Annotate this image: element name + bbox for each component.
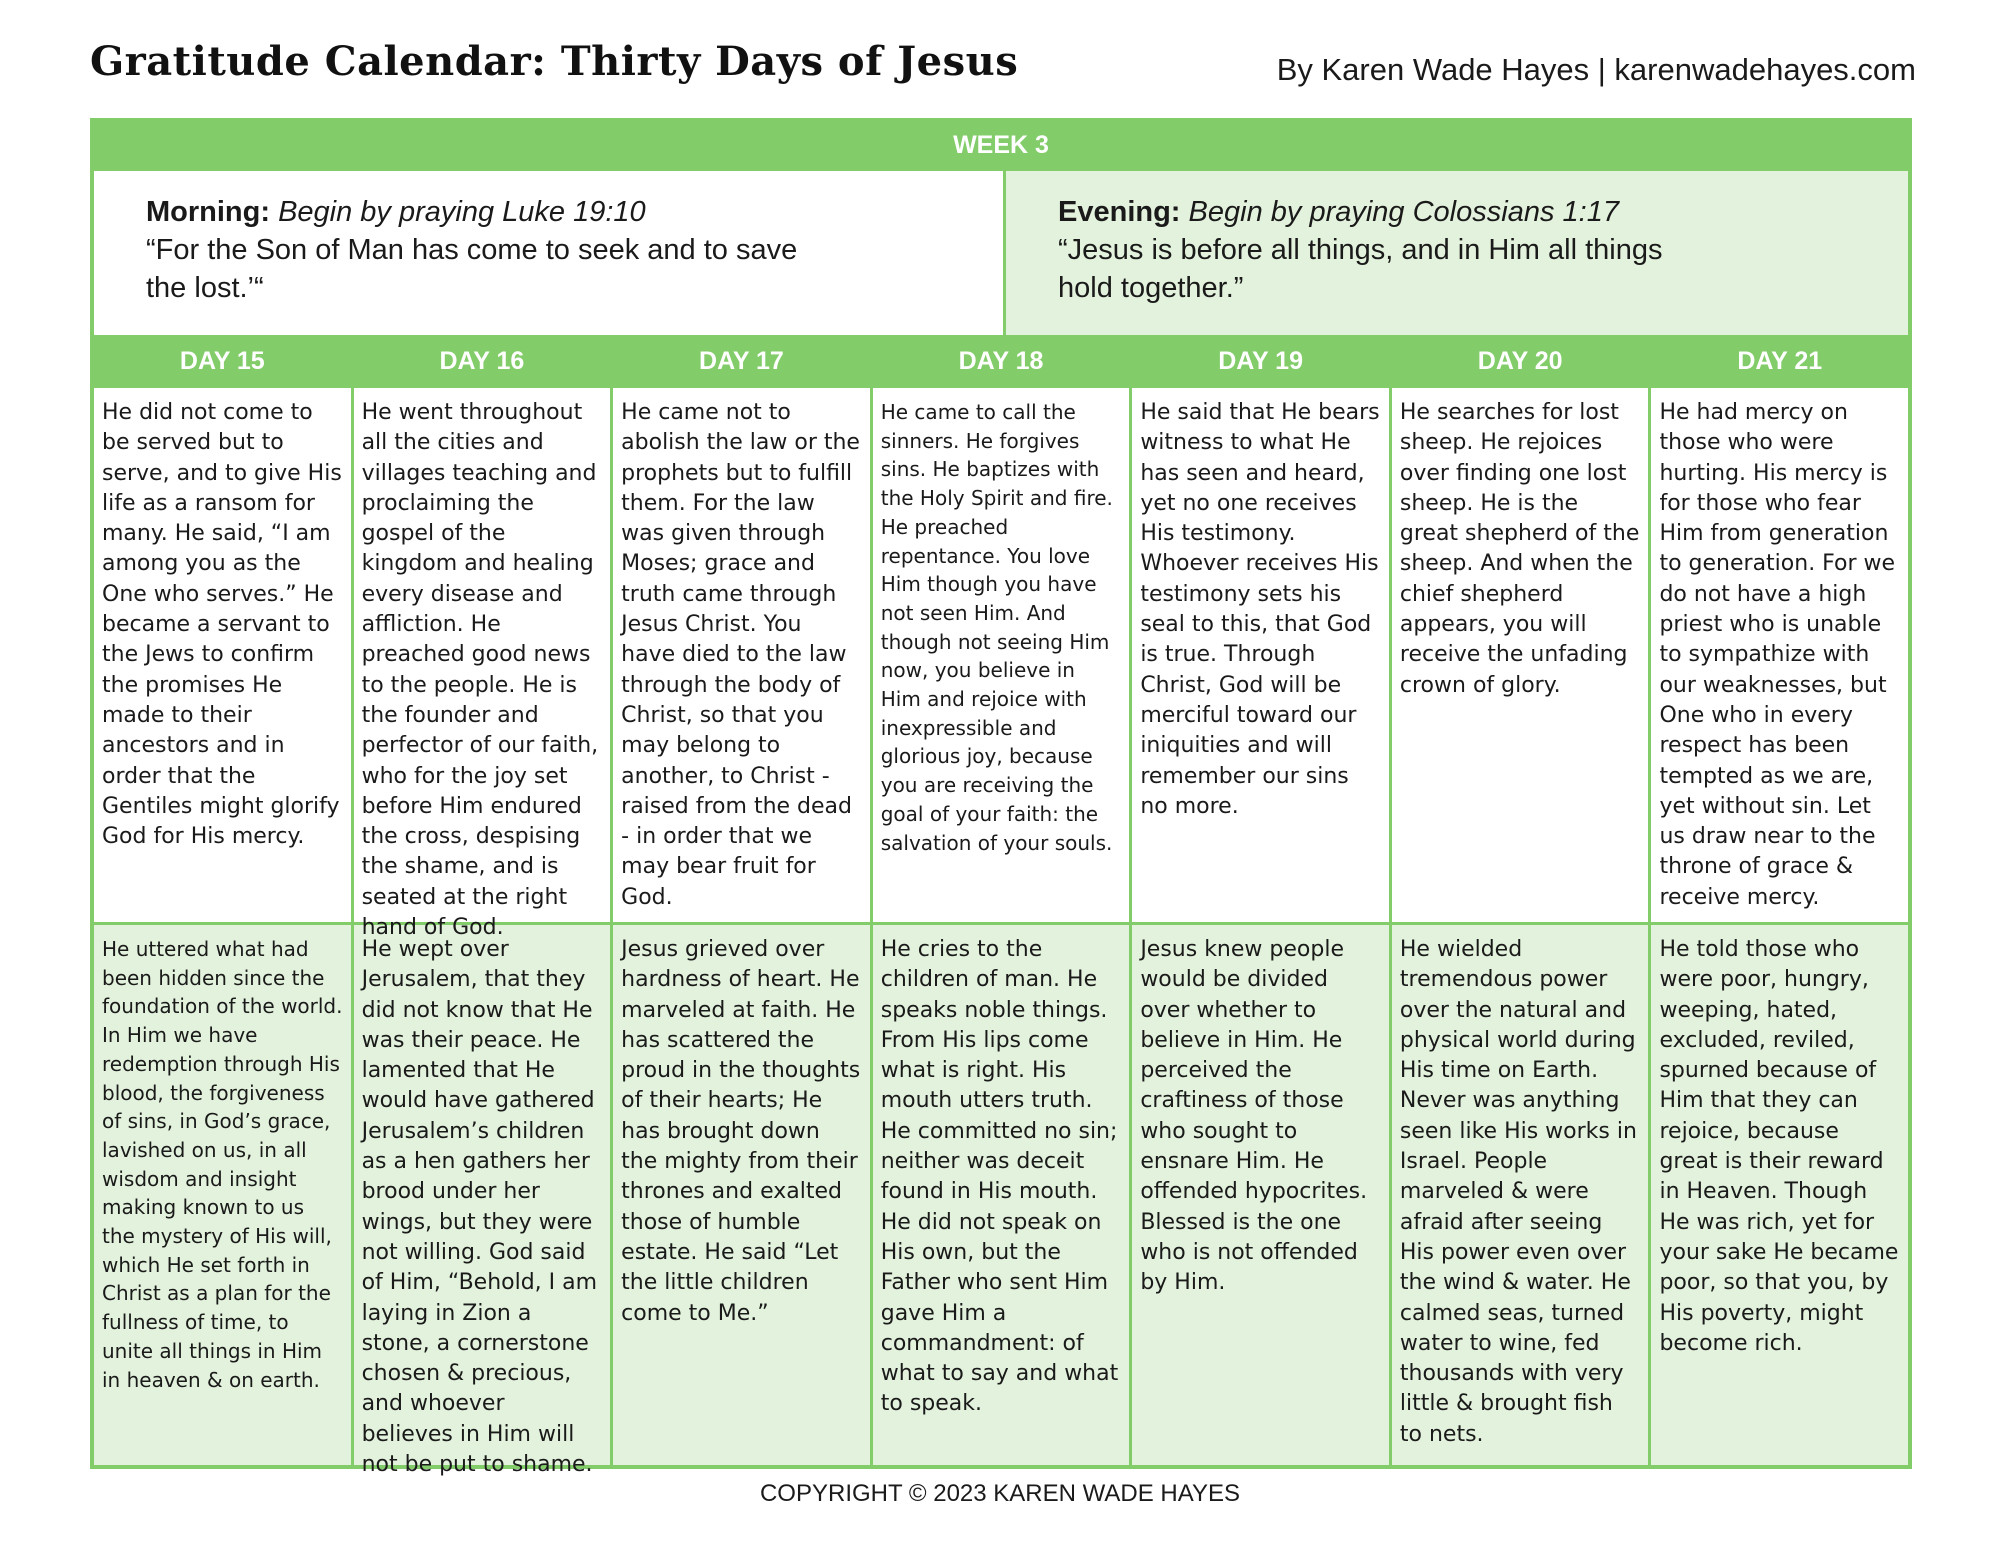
- evening-entries-row: [94, 922, 1908, 1478]
- evening-label: Evening:: [1058, 196, 1181, 228]
- day-19-morning-text: He said that He bears witness to what He has seen and heard, yet no one receives His testimony. Whoever receives His testimony sets his seal to this, that God is true. Through Christ, God will be merciful toward our iniquities and will remember our sins no more.: [1132, 388, 1392, 922]
- day-21-evening-text: He told those who were poor, hungry, weeping, hated, excluded, reviled, spurned because of Him that they can rejoice, because great is their reward in Heaven. Though He was rich, yet for your sake He became poor, so that you, by His poverty, might become rich.: [1659, 937, 1899, 1356]
- page-title: Gratitude Calendar: Thirty Days of Jesus: [90, 38, 1019, 85]
- day-20-evening-text: He wielded tremendous power over the natural and physical world during His time on Earth. Never was anything seen like His works in Israel. People marveled & were afraid after seeing His power even over the wind & water. He calmed seas, turned water to wine, fed thousands with very little & brought fish to nets.: [1392, 925, 1652, 1465]
- day-20-header: DAY 20: [1392, 338, 1652, 385]
- day-18-morning-text: He came to call the sinners. He forgives sins. He baptizes with the Holy Spirit and fire. He preached repentance. You love Him though you have not seen Him. And though not seeing Him now, you believe in Him and rejoice with inexpressible and glorious joy, because you are receiving the goal of your faith: the salvation of your souls.: [873, 388, 1133, 922]
- day-15-morning-text: He did not come to be served but to serve, and to give His life as a ransom for many. He said, “I am among you as the One who serves.” He became a servant to the Jews to confirm the promises He made to their ancestors and in order that the Gentiles might glorify God for His mercy.: [94, 388, 354, 922]
- week-label: WEEK 3: [94, 122, 1908, 168]
- day-19-evening-text: Jesus knew people would be divided over whether to believe in Him. He perceived the craftiness of those who sought to ensnare Him. He offended hypocrites. Blessed is the one who is not offended by Him.: [1132, 925, 1392, 1465]
- day-16-evening-text: He wept over Jerusalem, that they did not know that He was their peace. He lamented that He would have gathered Jerusalem’s children as a hen gathers her brood under her wings, but they were not willing. God said of Him, “Behold, I am laying in Zion a stone, a cornerstone chosen & precious, and whoever believes in Him will not be put to shame.: [354, 925, 614, 1465]
- copyright-footer: COPYRIGHT © 2023 KAREN WADE HAYES: [759, 1480, 1241, 1507]
- day-18-header: DAY 18: [873, 338, 1133, 385]
- day-16-header: DAY 16: [354, 338, 614, 385]
- morning-reference: Begin by praying Luke 19:10: [278, 196, 646, 228]
- evening-prayer: [1006, 171, 1908, 335]
- prayer-row: [94, 168, 1908, 335]
- day-20-morning-text: He searches for lost sheep. He rejoices over finding one lost sheep. He is the great shepherd of the sheep. And when the chief shepherd appears, you will receive the unfading crown of glory.: [1392, 388, 1652, 922]
- calendar-table: [90, 118, 1912, 1478]
- day-21-header: DAY 21: [1737, 347, 1823, 375]
- day-17-morning-text: He came not to abolish the law or the prophets but to fulfill them. For the law was given through Moses; grace and truth came through Jesus Christ. You have died to the law through the body of Christ, so that you may belong to another, to Christ - raised from the dead - in order that we may bear fruit for God.: [613, 388, 873, 922]
- day-16-morning-text: He went throughout all the cities and villages teaching and proclaiming the gospel of the kingdom and healing every disease and affliction. He preached good news to the people. He is the founder and perfector of our faith, who for the joy set before Him endured the cross, despising the shame, and is seated at the right hand of God.: [354, 388, 614, 922]
- day-18-evening-text: He cries to the children of man. He speaks noble things. From His lips come what is right. His mouth utters truth. He committed no sin; neither was deceit found in His mouth. He did not speak on His own, but the Father who sent Him gave Him a commandment: of what to say and what to speak.: [873, 925, 1133, 1465]
- morning-entries-row: [94, 385, 1908, 941]
- morning-prayer: [94, 171, 1006, 335]
- author-byline: By Karen Wade Hayes | karenwadehayes.com: [1276, 52, 1916, 87]
- morning-quote: “For the Son of Man has come to seek and to save the lost.’“: [146, 234, 798, 304]
- day-21-morning-text: He had mercy on those who were hurting. His mercy is for those who fear Him from generation to generation. For we do not have a high priest who is unable to sympathize with our weaknesses, but One who in every respect has been tempted as we are, yet without sin. Let us draw near to the throne of grace & receive mercy.: [1659, 400, 1896, 910]
- day-15-evening-text: He uttered what had been hidden since the foundation of the world. In Him we have redemption through His blood, the forgiveness of sins, in God’s grace, lavished on us, in all wisdom and insight making known to us the mystery of His will, which He set forth in Christ as a plan for the fullness of time, to unite all things in Him in heaven & on earth.: [94, 925, 354, 1465]
- evening-quote: “Jesus is before all things, and in Him all things hold together.”: [1058, 234, 1663, 304]
- evening-reference: Begin by praying Colossians 1:17: [1188, 196, 1619, 228]
- day-header-row: [94, 335, 1908, 385]
- day-17-evening-text: Jesus grieved over hardness of heart. He marveled at faith. He has scattered the proud in the thoughts of their hearts; He has brought down the mighty from their thrones and exalted those of humble estate. He said “Let the little children come to Me.”: [613, 925, 873, 1465]
- day-17-header: DAY 17: [613, 338, 873, 385]
- day-19-header: DAY 19: [1132, 338, 1392, 385]
- morning-label: Morning:: [146, 196, 271, 228]
- day-15-header: DAY 15: [94, 338, 354, 385]
